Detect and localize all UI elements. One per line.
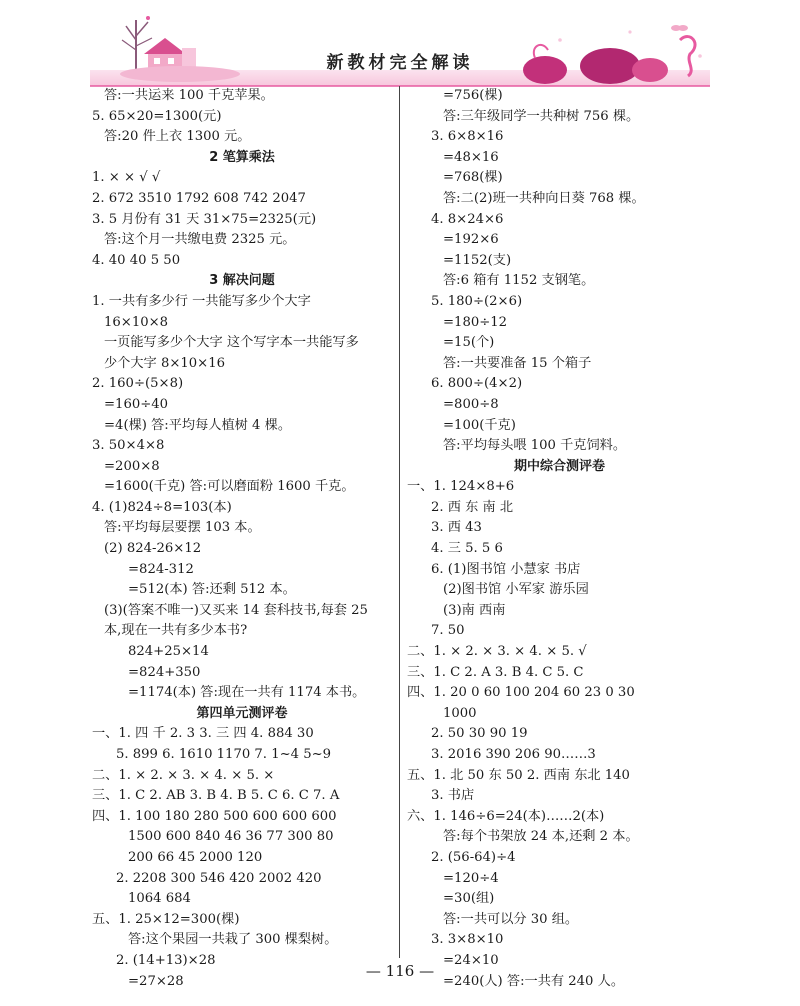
answer-line: 二、1. × 2. × 3. × 4. × 5. × <box>92 767 275 783</box>
answer-line: 五、1. 北 50 东 50 2. 西南 东北 140 <box>407 767 630 783</box>
answer-line: 3. 西 43 <box>431 520 482 536</box>
answer-line: 一、1. 四 千 2. 3 3. 三 四 4. 884 30 <box>92 726 314 742</box>
answer-line: 824+25×14 <box>128 644 209 660</box>
answer-line: =100(千克) <box>443 417 516 433</box>
answer-line: =756(棵) <box>443 88 503 103</box>
answer-line: 三、1. C 2. A 3. B 4. C 5. C <box>407 664 584 680</box>
answer-line: 3. 3×8×10 <box>431 932 504 948</box>
answer-line: 3. 6×8×16 <box>431 129 504 145</box>
answer-line: =1174(本) 答:现在一共有 1174 本书。 <box>128 685 366 701</box>
answer-line: 4. 8×24×6 <box>431 211 504 227</box>
answer-line: 答:一共要准备 15 个箱子 <box>443 355 592 371</box>
answer-line: =27×28 <box>128 973 184 989</box>
answer-line: =824+350 <box>128 664 201 680</box>
answer-line: 4. (1)824÷8=103(本) <box>92 499 232 515</box>
column-divider <box>399 86 400 958</box>
answer-line: =800÷8 <box>443 396 499 412</box>
answer-line: 1064 684 <box>128 891 191 907</box>
answer-line: 答:这个月一共缴电费 2325 元。 <box>104 232 296 248</box>
answer-line: 一页能写多少个大字 这个写字本一共能写多 <box>104 335 359 351</box>
answer-line: 2. 672 3510 1792 608 742 2047 <box>92 190 306 206</box>
answer-line: 3. 5 月份有 31 天 31×75=2325(元) <box>92 211 317 227</box>
left-column <box>92 86 392 992</box>
answer-line: 2. (14+13)×28 <box>116 952 216 968</box>
answer-line: 答:三年级同学一共种树 756 棵。 <box>443 108 640 124</box>
answer-line: 6. (1)图书馆 小慧家 书店 <box>431 561 581 577</box>
answer-line: =48×16 <box>443 149 499 165</box>
answer-line: 五、1. 25×12=300(棵) <box>92 911 240 927</box>
answer-line: 3. 50×4×8 <box>92 438 165 454</box>
answer-line: =30(组) <box>443 891 495 907</box>
answer-line: 本,现在一共有多少本书? <box>104 623 248 639</box>
hill-left <box>120 66 240 82</box>
answer-line: =1152(支) <box>443 252 512 268</box>
answer-line: 2. 50 30 90 19 <box>431 726 528 742</box>
answer-line: =180÷12 <box>443 314 508 330</box>
tree-icon <box>122 16 152 74</box>
answer-line: 1. × × √ √ <box>92 170 161 186</box>
answer-line: 1. 一共有多少行 一共能写多少个大字 <box>92 293 311 309</box>
answer-line: =192×6 <box>443 232 499 248</box>
answer-line: =240(人) 答:一共有 240 人。 <box>443 973 625 989</box>
answer-line: 2. (56-64)÷4 <box>431 849 516 865</box>
answer-line: 7. 50 <box>431 623 465 639</box>
answer-line: 四、1. 100 180 280 500 600 600 600 <box>92 808 337 824</box>
answer-line: 5. 899 6. 1610 1170 7. 1~4 5~9 <box>116 747 332 762</box>
answer-line: 六、1. 146÷6=24(本)……2(本) <box>407 808 605 824</box>
answer-line: =512(本) 答:还剩 512 本。 <box>128 582 296 598</box>
answer-line: 2. 2208 300 546 420 2002 420 <box>116 870 322 886</box>
answer-line: 四、1. 20 0 60 100 204 60 23 0 30 <box>407 685 635 701</box>
answer-line: 二、1. × 2. × 3. × 4. × 5. √ <box>407 644 587 660</box>
answer-line: =24×10 <box>443 952 499 968</box>
answer-line: =200×8 <box>104 458 160 474</box>
butterfly-icon <box>671 25 688 31</box>
section-heading: 期中综合测评卷 <box>513 458 605 474</box>
answer-line: =160÷40 <box>104 396 169 412</box>
answer-line: (3)南 西南 <box>443 602 506 618</box>
answer-line: 200 66 45 2000 120 <box>128 849 263 865</box>
answer-line: 4. 三 5. 5 6 <box>431 541 503 557</box>
section-heading: 2 笔算乘法 <box>209 149 275 165</box>
answer-line: 三、1. C 2. AB 3. B 4. B 5. C 6. C 7. A <box>92 788 340 804</box>
header-banner <box>90 10 710 90</box>
answer-line: 5. 180÷(2×6) <box>431 293 523 309</box>
answer-line: 3. 书店 <box>431 788 475 804</box>
answer-line: 答:每个书架放 24 本,还剩 2 本。 <box>443 829 639 845</box>
answer-line: 16×10×8 <box>104 314 169 330</box>
answer-line: 一、1. 124×8+6 <box>407 479 515 495</box>
answer-line: 答:二(2)班一共种向日葵 768 棵。 <box>443 190 645 206</box>
answer-line: 答:20 件上衣 1300 元。 <box>104 129 251 145</box>
answer-line: (2)图书馆 小军家 游乐园 <box>443 582 589 598</box>
answer-line: =824-312 <box>128 561 194 577</box>
answer-line: =1600(千克) 答:可以磨面粉 1600 千克。 <box>104 479 355 495</box>
page-number: — 116 — <box>365 962 435 980</box>
answer-line: 2. 西 东 南 北 <box>431 499 514 515</box>
answer-line: 4. 40 40 5 50 <box>92 252 181 268</box>
answer-line: =768(棵) <box>443 170 503 186</box>
answer-line: =120÷4 <box>443 870 499 886</box>
answer-line: 6. 800÷(4×2) <box>431 376 523 392</box>
answer-line: (3)(答案不唯一)又买来 14 套科技书,每套 25 <box>104 602 368 618</box>
answer-line: (2) 824-26×12 <box>104 541 202 557</box>
answer-line: 3. 2016 390 206 90……3 <box>431 747 596 762</box>
answer-line: 答:这个果园一共栽了 300 棵梨树。 <box>128 932 338 948</box>
answer-line: 1000 <box>443 705 477 721</box>
answer-line: =15(个) <box>443 335 495 351</box>
section-heading: 第四单元测评卷 <box>196 705 288 721</box>
answer-line: 答:平均每头喂 100 千克饲料。 <box>443 438 627 454</box>
answer-line: 答:平均每层要摆 103 本。 <box>104 520 261 536</box>
answer-line: 答:6 箱有 1152 支钢笔。 <box>443 273 595 289</box>
answer-line: =4(棵) 答:平均每人植树 4 棵。 <box>104 417 292 433</box>
section-heading: 3 解决问题 <box>209 273 275 289</box>
right-column <box>407 86 712 992</box>
page-header-title: 新教材完全解读 <box>326 53 474 73</box>
answer-line: 5. 65×20=1300(元) <box>92 108 222 124</box>
answer-line: 2. 160÷(5×8) <box>92 376 184 392</box>
answer-line: 少个大字 8×10×16 <box>104 355 225 371</box>
answer-line: 答:一共可以分 30 组。 <box>443 911 579 927</box>
answer-line: 答:一共运来 100 千克苹果。 <box>104 88 274 103</box>
answer-line: 1500 600 840 46 36 77 300 80 <box>128 829 334 845</box>
